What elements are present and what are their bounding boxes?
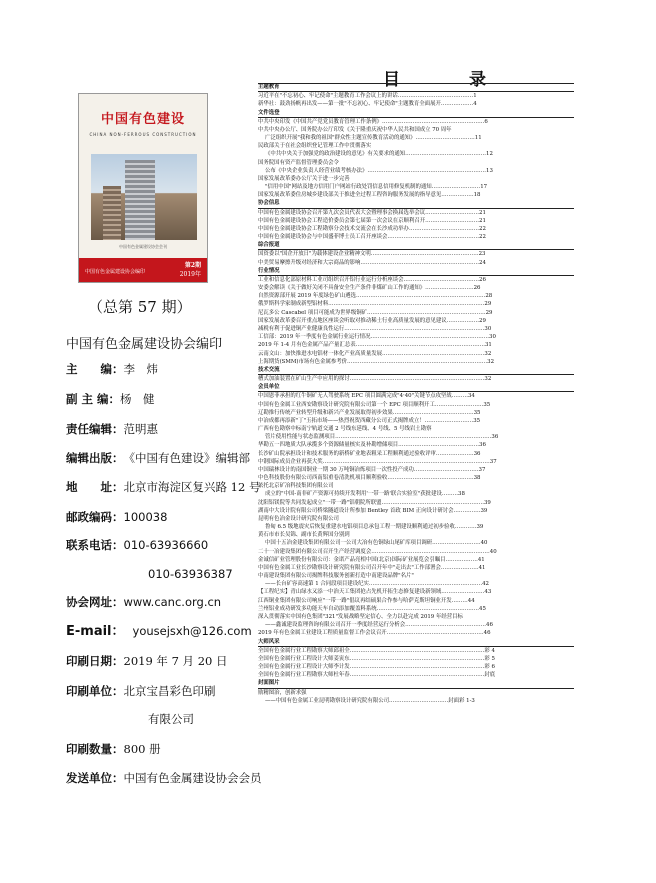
responsible-editor-label: 责任编辑： [66, 422, 124, 436]
toc-entry: 工信部：2019 年一季度有色金属行业运行情况…………………………………………………………30 [258, 334, 496, 341]
toc-section-heading: 技术交流 [258, 366, 574, 375]
total-issue: （总第 57 期） [88, 298, 192, 316]
toc-entry: 长沙矿山院承担设计和技术服务的新桥矿业地表粗采工程顺利通过验收评审…………………36 [258, 450, 481, 457]
toc-entry: ——中国有色金属工业昆明勘察设计研究院有限公司……………………………封面彩 1-3 [265, 697, 475, 704]
print-date-label: 印刷日期： [66, 654, 124, 668]
toc-entry: 云南文山：加快推进水电铝材一体化产业高质量发展…………………………………………………32 [258, 350, 492, 357]
address: 北京市海淀区复兴路 12 号 [123, 480, 261, 494]
phone-1: 010-63936660 [123, 538, 209, 552]
website: www.canc.org.cn [123, 595, 222, 609]
toc-entry: 中共中央办公厅、国务院办公厅印发《关于隆重庆祝中华人民共和国成立 70 周年 [258, 126, 452, 133]
printer-label: 印刷单位： [66, 684, 124, 698]
toc-entry: 华勘五一四地质大队承揽多个资源储量核实及补勘增储项目………………………………………36 [258, 442, 486, 449]
toc-entry: 全国有色金属行业工程勘察大师杜年春…………………………………………………………………封底 [258, 672, 496, 679]
toc-entry: 中国有色金属建设协会与中国盛菲博士员工召开座谈会……………………………………………22 [258, 234, 486, 241]
toc-entry: 中国有色金属工业长沙勘察设计研究院有限公司召开年中"走出去"工作部署会…………………41 [258, 564, 486, 571]
toc-entry: 中国有色金属建设协会工程勘察分会技术交流会在长沙成功举办…………………………………22 [258, 225, 486, 232]
toc-entry: 民政部关于在社会组织登记管理工作中贯彻落实 [258, 143, 372, 150]
toc-section-heading: 封面图片 [258, 679, 574, 688]
toc-entry: 中美贸易摩擦升级对经济和大宗商品的影响…………………………………………………………24 [258, 259, 486, 266]
deputy-editor: 杨 健 [120, 392, 155, 406]
editor-org: 中国有色金属建设协会编印 [66, 337, 223, 352]
toc-entry: 中色科技股份有限公司西南铝重卷清洗机项目顺利验收…………………………………………38 [258, 475, 481, 482]
toc-entry: 全国有色金属行业工程勘察大师邱祖全…………………………………………………………………彩 4 [258, 647, 495, 654]
cover-year: 2019年 [179, 271, 201, 278]
email-row [66, 624, 252, 639]
email-label: E-mail： [66, 624, 125, 639]
phone-row [66, 538, 208, 552]
toc-entry: 深入贯彻落实中国有色集团"321"发展战略坚定信心、全力以赴完成 2019 年经营目标 [258, 614, 463, 620]
toc-entry: 中国十五冶金建设集团有限公司一公司大冶有色铜绿山尾矿库项目调研………………………40 [265, 540, 488, 547]
toc-entry: 国家发展改革委办公厅关于进一步完善 [258, 175, 350, 182]
toc-title: 目 录 [383, 70, 512, 90]
toc-entry: 中国瑞林设计的南国铜业一期 30 万吨铜冶炼项目一次性投产成功………………………………37 [258, 466, 486, 473]
print-date: 2019 年 7 月 20 日 [123, 654, 228, 668]
toc-entry: 尼瓦多公 Cascabel 项目可能成为世界级铜矿…………………………………………………………29 [258, 309, 493, 316]
address-row [66, 480, 260, 494]
toc-entry: 中南建设集团有限公司揭牌科技服务创新打造中南建设品牌"名片" [258, 573, 414, 580]
toc-entry: 中国有色金属建设协会召开第九次会员代表大会暨理事会换届选举会议…………………………21 [258, 209, 486, 216]
toc-entry: 安委会解读《关于做好关闭不具备安全生产条件非煤矿山工作的通知》………………………26 [258, 285, 481, 292]
toc-entry: 国资委以"国企开放日"为载体建设企业精神文明……………………………………………………23 [258, 251, 486, 258]
deputy-editor-row [66, 392, 155, 406]
toc-entry: 工业和信息化部原材料工业司组织召开铝行业运行分析座谈会……………………………………26 [258, 276, 486, 283]
toc-section-heading: 大师风采 [258, 638, 574, 647]
copies-label: 印刷数量： [66, 742, 124, 756]
toc-entry: 湖南中大设计院有限公司桥梁隧道设计所参加 Bentley 首政 BIM 正向设计研讨会……………39 [258, 507, 488, 514]
toc-entry: ——鑫诚建设监理咨询有限公司召开一季度经营运行分析会………………………………………46 [265, 622, 493, 629]
toc-entry: 中国有色金属工业西安勘察设计研究院有限公司第一个 EPC 项目顺利开工………………………35 [258, 401, 491, 408]
cover-bar [79, 258, 207, 282]
toc-entry: 鲁甸 6.5 级地震灾后恢复重建水电铝项目总承包工程一期建设顺利通过初步验收…………39 [265, 524, 484, 531]
printer-line-1: 北京宝昌彩色印刷 [123, 684, 216, 698]
toc-entry: 广西有色勘察中标南宁轨道交通 2 号线东延线、4 号线、5 号线岩土勘察 [258, 426, 432, 433]
table-of-contents [258, 83, 574, 705]
toc-section-heading: 会员单位 [258, 383, 574, 392]
toc-entry: 减税有利于促进铜产业健康良性运行……………………………………………………………………30 [258, 325, 492, 332]
cover-building-left [103, 186, 121, 240]
toc-entry: 自然资源部开展 2019 年度绿色矿山遴选………………………………………………………………28 [258, 293, 493, 300]
toc-entry: 中国恩菲承担的红牛铜矿无人驾驶系统 EPC 项目圆满完成"4·40"关键节点攻坚战………34 [258, 393, 475, 400]
print-date-row [66, 654, 228, 668]
phone-2-row [148, 567, 233, 581]
email: yousejsxh@126.com [132, 624, 252, 638]
toc-entry: 沈阳铝镁院等共同发起成立"一带一路"铝朝院所联盟…………………………………………………39 [258, 499, 491, 506]
toc-entry: 中冶成都再添新"丁"玉拓市场——热烈祝贺西藏分公司正式揭牌成立！………………………35 [258, 417, 481, 424]
toc-entry: 国家发展改革委住房城乡建设部关于推进全过程工程咨询服务发展的指导意见………………18 [258, 192, 481, 199]
toc-entry: ——长台矿容高速第 1 合同段项目建设纪实………………………………………………………42 [265, 581, 489, 588]
toc-entry: 中共中央印发《中国共产党党员教育管理工作条例》…………………………………………………6 [258, 118, 488, 125]
copies: 800 册 [123, 742, 161, 756]
toc-entry: 二十一冶建设集团有限公司召开生产经营调度会…………………………………………………………40 [258, 548, 497, 555]
printer-row [66, 684, 216, 698]
editorial: 《中国有色建设》编辑部 [123, 451, 250, 465]
toc-section-heading: 主题教育 [258, 83, 574, 92]
cover-foot-text: 中国有色金属建设协会会刊 [119, 244, 167, 249]
toc-section-heading: 协会信息 [258, 199, 574, 208]
website-row [66, 595, 221, 609]
toc-entry: 新华社：鼓劲扬帆再出发——第一批"不忘初心、牢记使命"主题教育全面展开………………4 [258, 101, 477, 108]
toc-entry: 兰州铝业成功研发多功能天车自动添加覆盖料系统…………………………………………………45 [258, 605, 486, 612]
toc-entry: 习近平在"不忘初心、牢记使命"主题教育工作会议上的讲话……………………………………1 [258, 93, 477, 100]
responsible-editor: 范明惠 [123, 422, 158, 436]
cover-building [125, 160, 155, 240]
toc-entry: 【工程纪实】青山绿水又添一中治天工集团抢占先机开拓生态修复建设新领域……………………43 [258, 589, 492, 596]
toc-entry: 上海期货(SMM)市场有色金属参考价……………………………………………………………………32 [258, 358, 495, 365]
postcode-row [66, 510, 167, 524]
toc-entry: 全国有色金属行业工程设计大师姜寅东…………………………………………………………………彩 5 [258, 655, 495, 662]
postcode: 100038 [123, 510, 168, 524]
toc-entry: 依托北京矿冶科技集团有限公司 [258, 483, 334, 490]
copies-row [66, 742, 161, 756]
distribution-label: 发送单位： [66, 771, 124, 785]
toc-entry: 2019 年有色金属工业建设工程质量监督工作会议召开………………………………………………46 [258, 630, 491, 637]
toc-entry: 槽式加油装置在矿山生产中应用的探讨…………………………………………………………………32 [258, 376, 492, 383]
toc-entry: 成立的"中国-南非矿产资源可持续开发利用'一带一路'联合实验室"获批建设………38 [265, 491, 465, 498]
toc-entry: 中国有色金属建设协会工程造价委员会第七届第一次会议在京顺利召开…………………………21 [258, 217, 486, 224]
toc-entry: 励精图治，创新求强 [258, 689, 307, 696]
chief-editor: 李 炜 [123, 362, 158, 376]
toc-entry: 管片使用性能与状态监测项目……………………………………………………………………………36 [265, 434, 499, 441]
deputy-editor-label: 副 主 编： [66, 392, 121, 406]
distribution: 中国有色金属建设协会会员 [123, 771, 262, 785]
toc-entry: 全国有色金属行业工程设计大师李计发…………………………………………………………………彩 6 [258, 664, 495, 671]
cover-subtitle: CHINA NON-FERROUS CONSTRUCTION [89, 132, 197, 137]
chief-editor-label: 主 编： [66, 362, 124, 376]
toc-entry: 中钢国际成员企业再获大奖…………………………………………………………………………………37 [258, 458, 497, 465]
toc-entry: 广泛组织开展"我和我的祖国"群众性主题宣传教育活动的通知》……………………………11 [265, 135, 482, 142]
toc-entry: 辽勘推行传统产业转型升级和新兴产业发展取得初步效果………………………………………35 [258, 409, 481, 416]
toc-section-heading: 文件选登 [258, 109, 574, 118]
printer-line-2: 有限公司 [148, 712, 194, 726]
phone-2: 010-63936387 [148, 567, 233, 581]
toc-entry: 昆明有色冶金设计研究院有限公司 [258, 515, 339, 522]
address-label: 地 址： [66, 480, 124, 494]
cover-title: 中国有色建设 [100, 112, 185, 127]
website-label: 协会网址： [66, 595, 124, 609]
responsible-editor-row [66, 422, 158, 436]
toc-entry: 俄罗斯科学家制成新型铝材料……………………………………………………………………………29 [258, 301, 492, 308]
toc-entry: 2019 年 1-4 月有色金属产品产量汇总表………………………………………………………………31 [258, 342, 492, 349]
toc-entry: 黄石市市长吴锦、副市长黄辉国分别到 [258, 532, 350, 539]
toc-entry: 金诚信矿业管理股份有限公司：金诺产品亮相中国(北京)国际矿业展览会引瞩目………………41 [258, 556, 485, 563]
editorial-label: 编辑出版： [66, 451, 124, 465]
chief-editor-row [66, 362, 158, 376]
cover-thumbnail [78, 93, 208, 283]
toc-section-heading: 综合报道 [258, 241, 574, 250]
toc-entry: 公布《中央企业负责人经营业绩考核办法》…………………………………………………………13 [265, 167, 493, 174]
toc-entry: 《中共中央关于加强党的政治建设的意见》有关要求的通知………………………………………12 [265, 151, 493, 158]
toc-entry: 国家发展改革委召开重点地区座谈会听取对推动稀土行业高质量发展的意见建议………………29 [258, 317, 486, 324]
toc-entry: "信用中国"网站及地方信用门户网站行政处罚信息信用修复机制的通知………………………17 [265, 184, 488, 191]
postcode-label: 邮政编码： [66, 510, 124, 524]
toc-entry: 江西铜业集团有限公司响应"一带一路"倡议再结硕果合作参与哈萨克斯坦铜业开发………44 [258, 597, 475, 604]
toc-entry: 国务院国有资产监督管理委员会令 [258, 159, 339, 166]
phone-label: 联系电话： [66, 538, 124, 552]
toc-section-heading: 行业情况 [258, 267, 574, 276]
editorial-row [66, 451, 250, 465]
distribution-row [66, 771, 262, 785]
printer-row-2 [148, 712, 194, 726]
cover-issue: 第2期 [184, 262, 201, 269]
cover-association: 中国有色金属建设协会编印 [85, 269, 146, 275]
